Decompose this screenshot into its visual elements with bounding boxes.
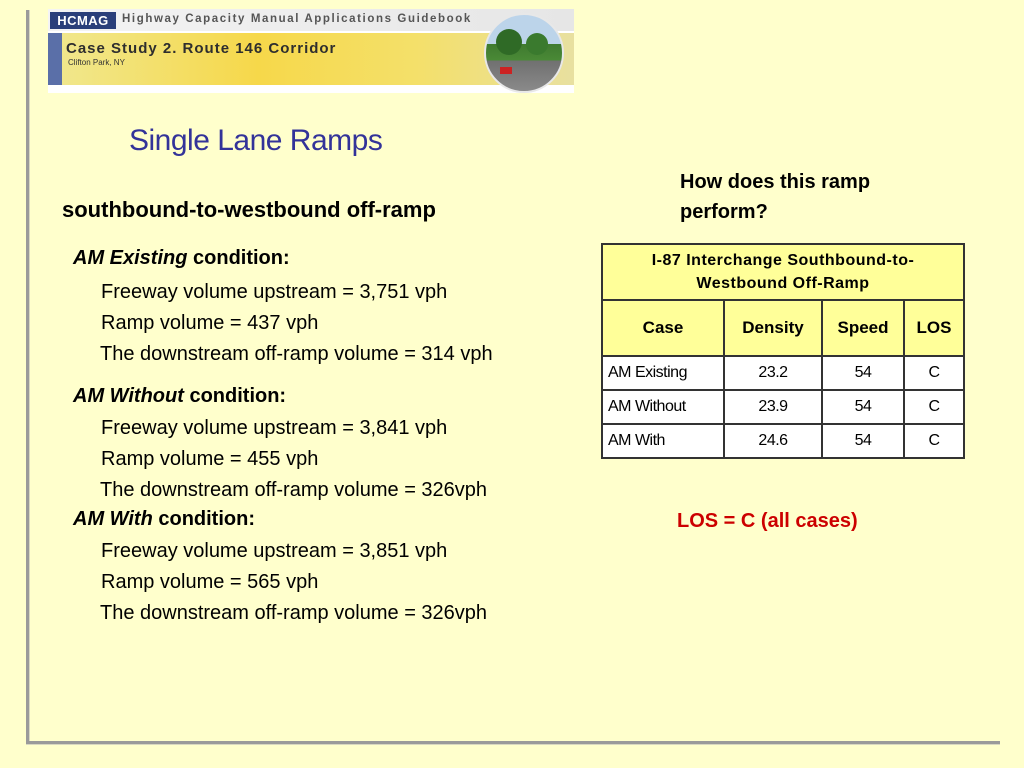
table-row [602, 356, 964, 390]
table-header-density: Density [724, 300, 822, 356]
table-cell-density: 24.6 [724, 424, 822, 458]
table-cell-density: 23.2 [724, 356, 822, 390]
car-shape [500, 67, 512, 74]
table-row [602, 390, 964, 424]
condition-suffix: condition: [152, 508, 255, 530]
table-cell-los: C [904, 390, 964, 424]
road-photo [484, 13, 564, 93]
condition-line: The downstream off-ramp volume = 314 vph [100, 343, 493, 365]
table-caption [602, 244, 964, 300]
condition-name: AM With [73, 508, 153, 530]
header-banner [48, 9, 574, 93]
slide-frame-left [26, 10, 29, 744]
tree-shape [526, 33, 548, 55]
hcmag-logo: HCMAG [50, 12, 116, 29]
condition-line: Ramp volume = 437 vph [101, 312, 319, 334]
slide-title: Single Lane Ramps [129, 124, 383, 157]
condition-line: Ramp volume = 455 vph [101, 448, 319, 470]
ramp-subheading: southbound-to-westbound off-ramp [62, 197, 436, 222]
condition-line: Freeway volume upstream = 3,751 vph [101, 281, 448, 303]
condition-line: The downstream off-ramp volume = 326vph [100, 479, 488, 501]
tree-shape [496, 29, 522, 55]
condition-heading-existing [73, 247, 290, 270]
condition-heading-without [73, 385, 286, 408]
table-caption-text: I-87 Interchange Southbound-to-Westbound Off-Ramp [651, 252, 915, 292]
table-header-los: LOS [904, 300, 964, 356]
table-cell-los: C [904, 424, 964, 458]
table-cell-speed: 54 [822, 356, 904, 390]
slide-frame-bottom [26, 741, 1000, 744]
condition-line: Freeway volume upstream = 3,841 vph [101, 417, 448, 439]
condition-name: AM Existing [73, 247, 188, 269]
banner-blue-strip [48, 33, 62, 85]
table-cell-case: AM Without [602, 390, 724, 424]
condition-heading-with [73, 508, 255, 531]
table-cell-density: 23.9 [724, 390, 822, 424]
question-text: How does this ramp perform? [680, 171, 871, 223]
table-cell-case: AM With [602, 424, 724, 458]
table-header-case: Case [602, 300, 724, 356]
table-cell-speed: 54 [822, 390, 904, 424]
table-header-speed: Speed [822, 300, 904, 356]
table-cell-speed: 54 [822, 424, 904, 458]
condition-line: Ramp volume = 565 vph [101, 571, 319, 593]
table-cell-los: C [904, 356, 964, 390]
los-summary: LOS = C (all cases) [677, 510, 858, 532]
condition-suffix: condition: [187, 247, 290, 269]
condition-line: Freeway volume upstream = 3,851 vph [101, 540, 448, 562]
condition-line: The downstream off-ramp volume = 326vph [100, 602, 488, 624]
condition-name: AM Without [73, 385, 184, 407]
table-row [602, 424, 964, 458]
results-table [601, 243, 965, 459]
case-study-location: Clifton Park, NY [68, 58, 125, 67]
table-cell-case: AM Existing [602, 356, 724, 390]
condition-suffix: condition: [183, 385, 287, 407]
guidebook-title: Highway Capacity Manual Applications Guidebook [122, 13, 472, 25]
case-study-title: Case Study 2. Route 146 Corridor [66, 40, 337, 57]
